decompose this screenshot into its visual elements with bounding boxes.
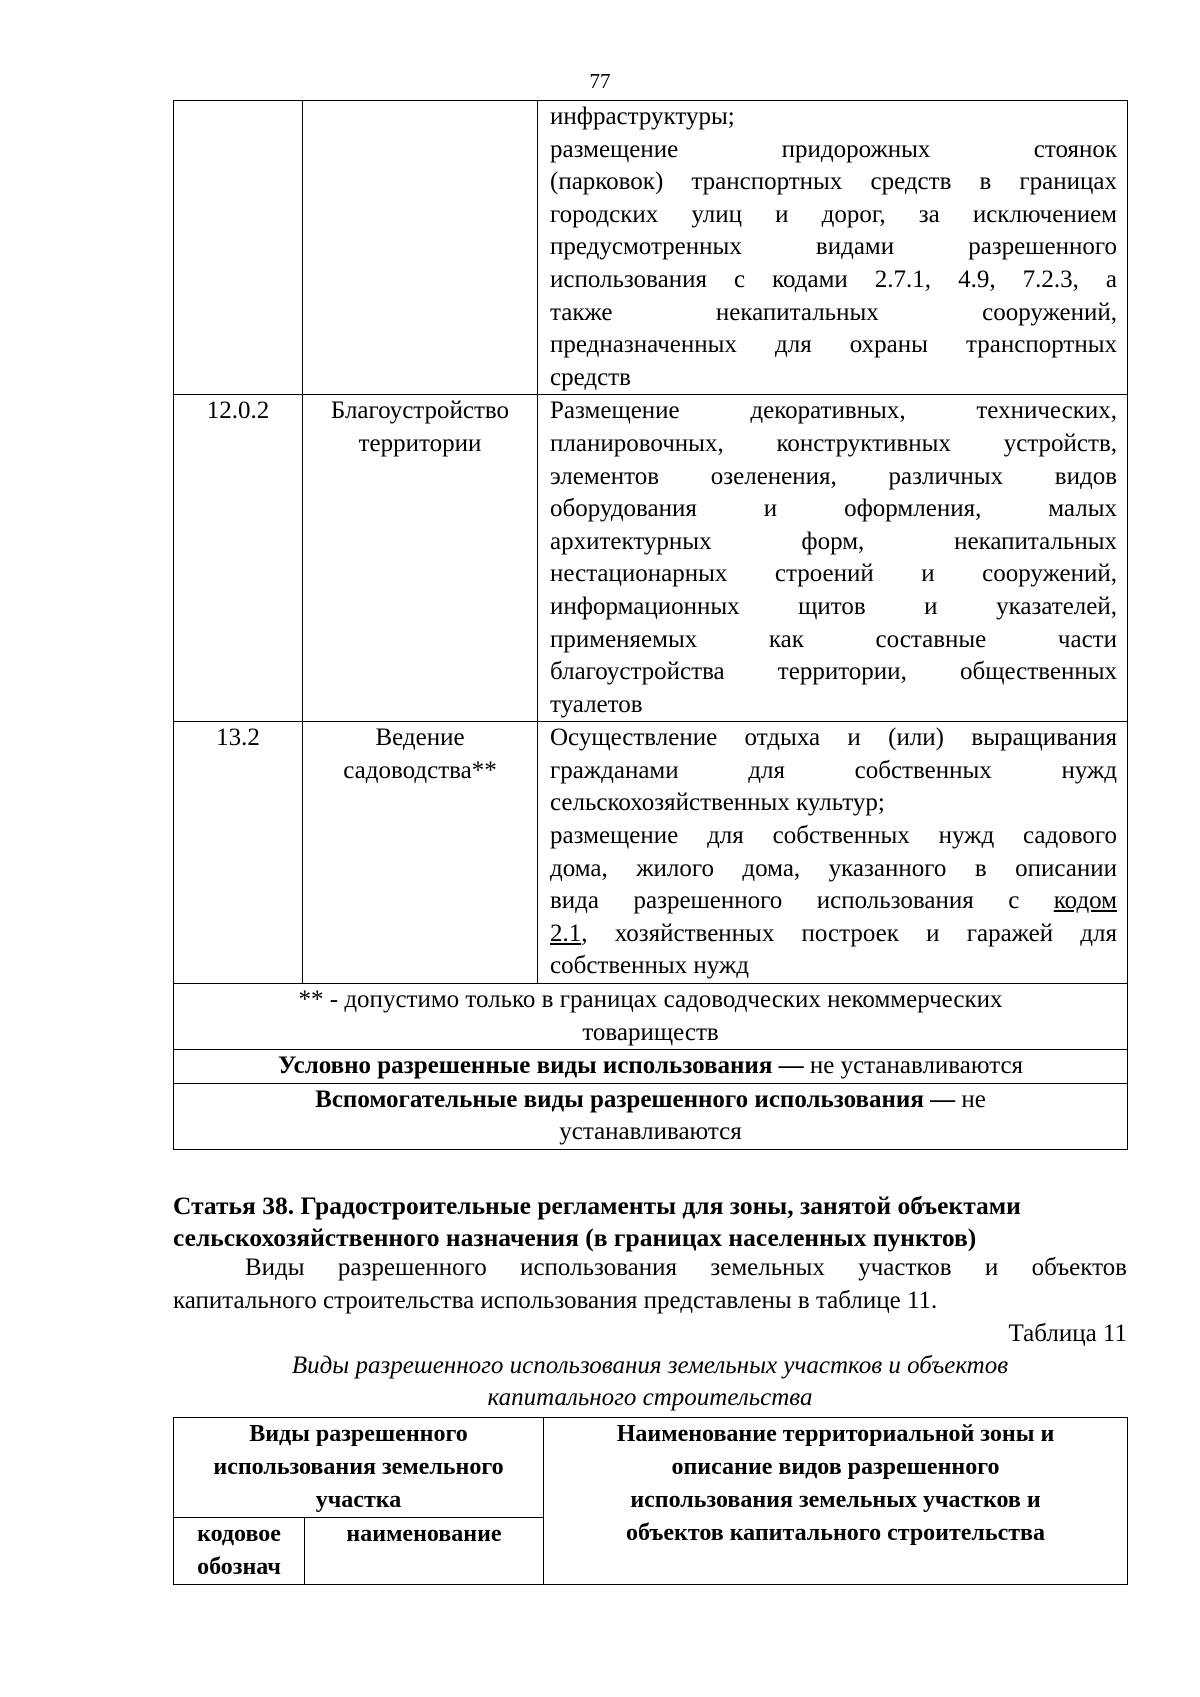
zone-description-header-cell	[544, 1418, 1128, 1585]
conditional-uses-cell	[174, 1050, 1128, 1084]
description-line: планировочных, конструктивных устройств,	[550, 429, 1117, 457]
description-text: , хозяйственных построек и гаражей для	[581, 919, 1117, 947]
description-cell	[538, 395, 1128, 722]
header-line: объектов капитального строительства	[625, 1520, 1045, 1546]
description-line: инфраструктуры;	[550, 103, 735, 130]
description-line: предназначенных для охраны транспортных	[550, 331, 1117, 359]
name-cell	[303, 722, 538, 984]
article-paragraph	[173, 1252, 1127, 1317]
header-line: использования земельных участков и	[630, 1487, 1041, 1513]
description-line: городских улиц и дорог, за исключением	[550, 200, 1117, 228]
description-line: оборудования и оформления, малых	[550, 495, 1117, 523]
description-line: собственных нужд	[550, 952, 749, 980]
name-header-cell: наименование	[305, 1518, 544, 1585]
code-reference-link[interactable]: 2.1	[550, 919, 582, 947]
code-header-cell	[174, 1518, 305, 1585]
description-line: Осуществление отдыха и (или) выращивания	[550, 724, 1117, 752]
paragraph-line: капитального строительства использования представлены в таблице 11.	[173, 1286, 938, 1314]
description-line: применяемых как составные части	[550, 625, 1117, 653]
description-cell	[538, 101, 1128, 395]
description-line: нестационарных строений и сооружений,	[550, 560, 1117, 588]
header-line: Наименование территориальной зоны и	[616, 1421, 1055, 1447]
auxiliary-uses-status: не	[955, 1085, 986, 1113]
footnote-line: ** - допустимо только в границах садоводческих некоммерческих	[298, 986, 1003, 1014]
description-line: сельскохозяйственных культур;	[550, 789, 885, 817]
name-cell	[303, 101, 538, 395]
table-11-header	[173, 1417, 1128, 1585]
name-line: Ведение	[375, 724, 465, 752]
name-line: территории	[358, 429, 482, 457]
caption-line: Виды разрешенного использования земельных участков и объектов	[291, 1352, 1009, 1379]
description-line: туалетов	[550, 690, 643, 718]
header-line: кодовое	[197, 1521, 281, 1547]
code-cell	[174, 101, 303, 395]
code-reference-link[interactable]: кодом	[1053, 887, 1118, 915]
name-line: садоводства**	[343, 756, 497, 784]
header-line: обознач	[197, 1554, 281, 1580]
header-line: участка	[315, 1487, 402, 1513]
name-line: Благоустройство	[330, 397, 510, 425]
code-cell: 13.2	[174, 722, 303, 984]
table-row	[174, 395, 1128, 722]
conditional-uses-title: Условно разрешенные виды использования —	[277, 1052, 804, 1080]
auxiliary-uses-cell	[174, 1083, 1128, 1149]
table-caption	[173, 1350, 1127, 1414]
description-line	[550, 918, 1117, 951]
header-line: Виды разрешенного	[249, 1421, 468, 1447]
description-line: дома, жилого дома, указанного в описании	[550, 854, 1117, 882]
name-cell	[303, 395, 538, 722]
description-text: вида разрешенного использования с	[550, 887, 1020, 915]
table-label: Таблица 11	[1008, 1320, 1127, 1347]
page-number: 77	[589, 69, 611, 93]
auxiliary-uses-title: Вспомогательные виды разрешенного использования —	[315, 1085, 956, 1113]
caption-line: капитального строительства	[487, 1384, 813, 1411]
description-line: размещение для собственных нужд садового	[550, 822, 1117, 850]
description-line: элементов озеленения, различных видов	[550, 462, 1117, 490]
description-line: архитектурных форм, некапитальных	[550, 527, 1117, 555]
description-line: (парковок) транспортных средств в границах	[550, 168, 1117, 196]
description-line: средств	[550, 363, 631, 391]
article-heading	[173, 1190, 1127, 1254]
description-cell	[538, 722, 1128, 984]
description-line: использования с кодами 2.7.1, 4.9, 7.2.3, а	[550, 265, 1117, 293]
header-line: описание видов разрешенного	[671, 1454, 1000, 1480]
footnote-line: товариществ	[582, 1018, 719, 1046]
table-row	[174, 1083, 1128, 1149]
header-line: использования земельного	[213, 1454, 504, 1480]
footnote-cell	[174, 984, 1128, 1050]
description-line: информационных щитов и указателей,	[550, 592, 1117, 620]
land-use-table-continued	[173, 100, 1128, 1150]
group-header-cell	[174, 1418, 544, 1518]
description-line: Размещение декоративных, технических,	[550, 397, 1117, 425]
description-line: благоустройства территории, общественных	[550, 658, 1117, 686]
table-row	[174, 1050, 1128, 1084]
description-line: размещение придорожных стоянок	[550, 135, 1117, 163]
table-row	[174, 984, 1128, 1050]
code-cell: 12.0.2	[174, 395, 303, 722]
paragraph-line: Виды разрешенного использования земельных участков и объектов	[245, 1254, 1127, 1281]
auxiliary-line	[204, 1084, 1097, 1117]
description-line: также некапитальных сооружений,	[550, 298, 1117, 326]
heading-line: сельскохозяйственного назначения (в границах населенных пунктов)	[173, 1223, 977, 1252]
table-row	[174, 101, 1128, 395]
description-line: гражданами для собственных нужд	[550, 756, 1117, 784]
conditional-uses-status: не устанавливаются	[803, 1052, 1024, 1080]
auxiliary-line: устанавливаются	[559, 1118, 742, 1146]
heading-line: Статья 38. Градостроительные регламенты для зоны, занятой объектами	[173, 1191, 1021, 1220]
description-line	[550, 885, 1117, 918]
description-line: предусмотренных видами разрешенного	[550, 233, 1117, 261]
table-row	[174, 722, 1128, 984]
header-row	[174, 1418, 1128, 1518]
